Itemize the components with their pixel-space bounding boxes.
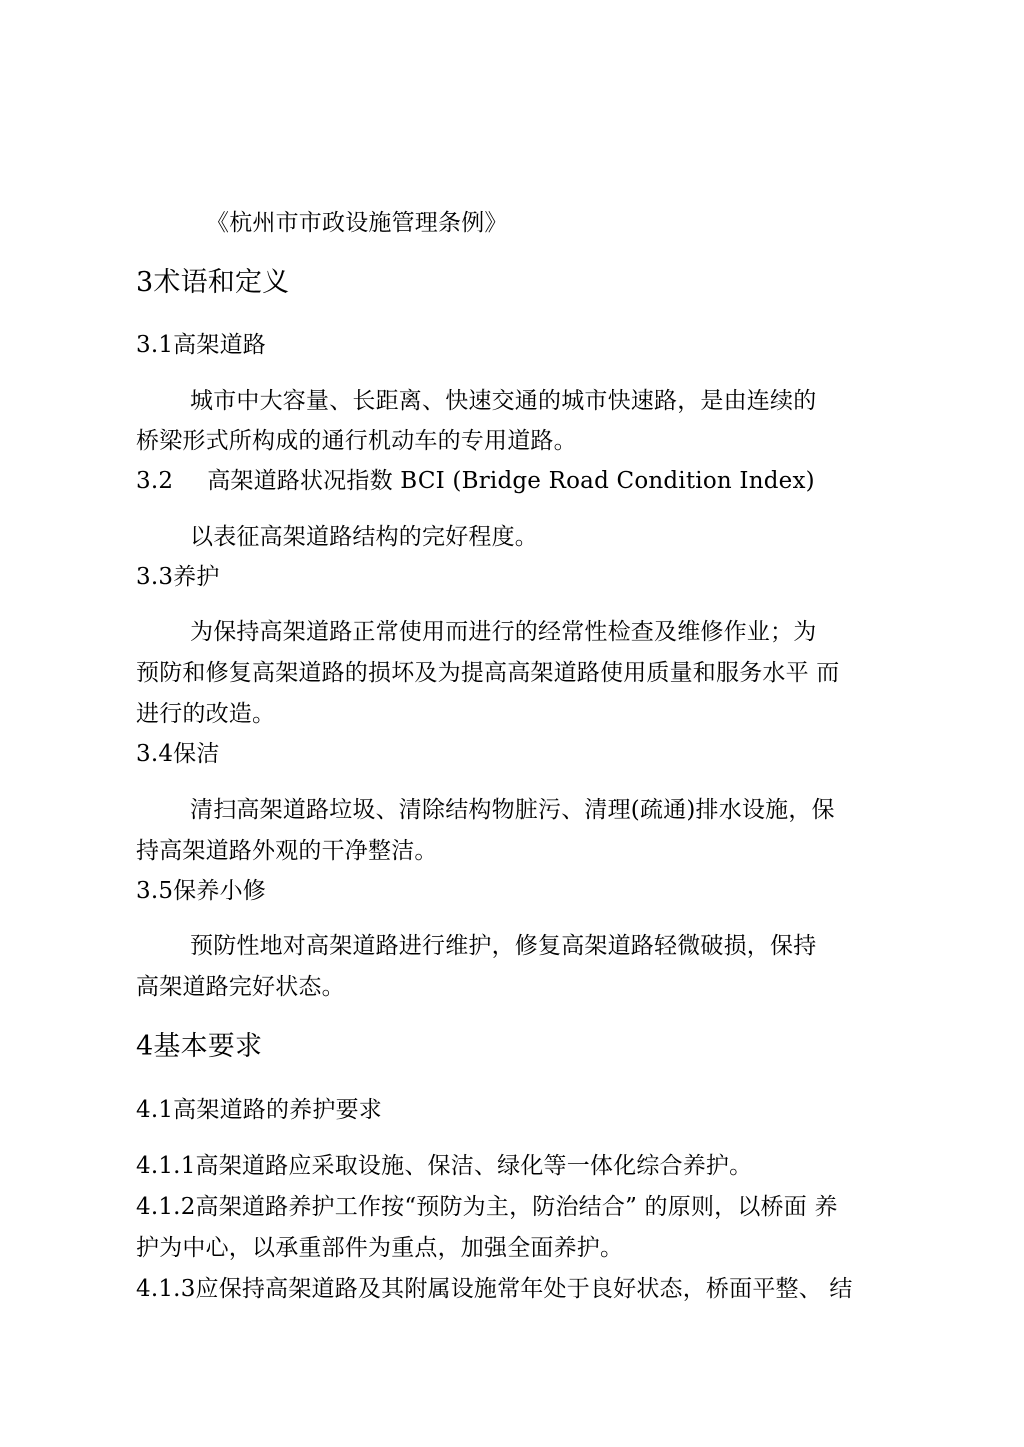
section-3-4-body-line-2: 持高架道路外观的干净整洁。 [136,838,438,864]
section-3-4-heading: 3.4保洁 [136,741,220,767]
section-3-3-body-line-3: 进行的改造。 [136,701,276,727]
section-3-3-body-line-1: 为保持高架道路正常使用而进行的经常性检查及维修作业；为 [190,619,817,645]
section-3-1-heading: 3.1高架道路 [136,332,266,358]
section-3-2-title: 高架道路状况指数 BCI (Bridge Road Condition Index) [207,468,815,494]
clause-4-1-2-line-2: 护为中心，以承重部件为重点，加强全面养护。 [136,1235,624,1261]
section-3-2-heading [136,466,815,496]
section-3-2-number: 3.2 [136,468,174,494]
section-3-5-body-line-1: 预防性地对高架道路进行维护，修复高架道路轻微破损，保持 [190,933,817,959]
section-3-1-body-line-2: 桥梁形式所构成的通行机动车的专用道路。 [136,428,577,454]
section-4-1-heading: 4.1高架道路的养护要求 [136,1097,382,1123]
section-3-5-body-line-2: 高架道路完好状态。 [136,974,345,1000]
clause-4-1-2-line-1: 4.1.2高架道路养护工作按“预防为主，防治结合” 的原则，以桥面 养 [136,1194,838,1220]
section-3-3-heading: 3.3养护 [136,564,220,590]
section-3-title: 3术语和定义 [136,267,290,298]
section-3-2-body-line-1: 以表征高架道路结构的完好程度。 [190,524,538,550]
section-4-title: 4基本要求 [136,1031,263,1062]
section-3-3-body-line-2: 预防和修复高架道路的损坏及为提高高架道路使用质量和服务水平 而 [136,660,840,686]
section-3-4-body-line-1: 清扫高架道路垃圾、清除结构物脏污、清理(疏通)排水设施，保 [190,797,835,823]
reference-regulation: 《杭州市市政设施管理条例》 [206,210,508,236]
section-3-1-body-line-1: 城市中大容量、长距离、快速交通的城市快速路，是由连续的 [190,388,817,414]
section-3-5-heading: 3.5保养小修 [136,878,266,904]
clause-4-1-1: 4.1.1高架道路应采取设施、保洁、绿化等一体化综合养护。 [136,1153,753,1179]
clause-4-1-3-line-1: 4.1.3应保持高架道路及其附属设施常年处于良好状态，桥面平整、 结 [136,1276,853,1302]
